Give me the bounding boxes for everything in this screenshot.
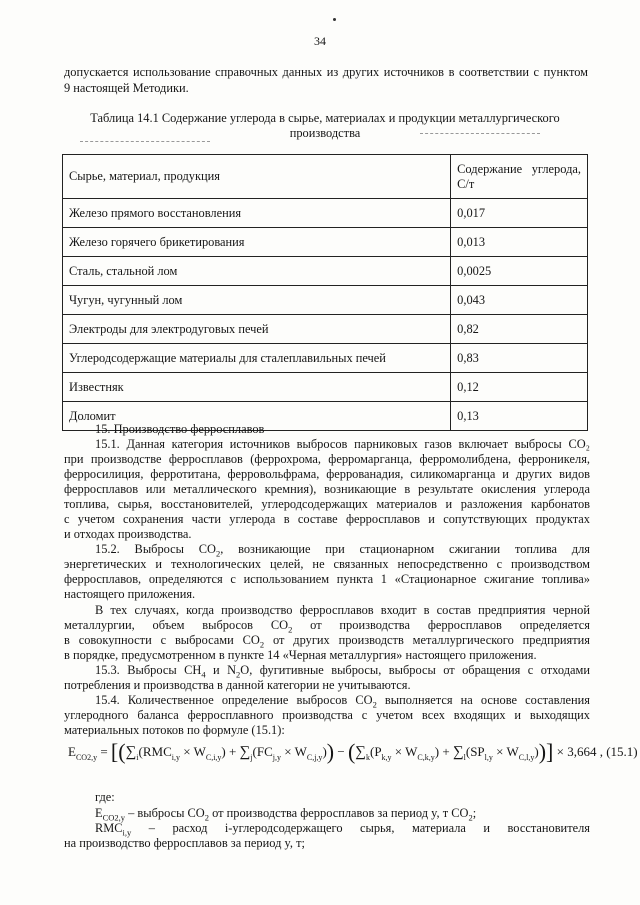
header-carbon-content [451, 155, 588, 199]
para-15-1-line3: ферросилиция, ферротитана, ферровольфрама, феррованадия, силикомарганца и других видов [64, 467, 590, 481]
table-caption-line2: производства [289, 126, 361, 140]
cell-material: Сталь, стальной лом [63, 257, 451, 286]
cell-material: Доломит [63, 402, 451, 431]
para-15-3-text: и [205, 663, 228, 677]
formula-factor: 3,664 [567, 744, 597, 759]
para-15-1-line5: топлива, сырья, восстановителей, углеродсодержащих материалов и разложения карбонатов [64, 497, 590, 511]
scan-mark [333, 18, 336, 21]
cell-carbon: 0,83 [451, 344, 588, 373]
para-15-3-line2: потребления и производства в данной категории не учитываются. [64, 678, 411, 692]
cell-carbon: 0,043 [451, 286, 588, 315]
cell-material: Электроды для электродуговых печей [63, 315, 451, 344]
where-label: где: [95, 790, 115, 804]
cell-material: Железо прямого восстановления [63, 199, 451, 228]
para-cases-line1: В тех случаях, когда производство ферросплавов входит в состав предприятия черной [95, 603, 590, 617]
definition-rmc-line1: $RMC_{i,y}$ – расход i-углеродсодержащего сырья, материала и восстановителя [95, 821, 590, 838]
cell-material: Железо горячего брикетирования [63, 228, 451, 257]
para-15-2-line4: настоящего приложения. [64, 587, 196, 601]
cell-carbon: 0,12 [451, 373, 588, 402]
table-caption-line1: Таблица 14.1 Содержание углерода в сырье, материалах и продукции металлургического [90, 111, 560, 125]
para-15-1-line7: и отходах производства. [64, 527, 192, 541]
para-cases-line4: в порядке, предусмотренном в пункте 14 «Черная металлургия» настоящего приложения. [64, 648, 537, 662]
para-15-4-text: выполняется на основе составления [376, 693, 590, 707]
para-15-1-line1: 15.1. Данная категория источников выбросов парниковых газов включает выбросы CO₂ [95, 437, 590, 451]
definition-text: от производства ферросплавов за период y, т [208, 806, 452, 820]
definition-rmc-line2: на производство ферросплавов за период y, т; [64, 836, 305, 850]
cell-material: Чугун, чугунный лом [63, 286, 451, 315]
scan-dash-line [420, 133, 540, 134]
table-row [63, 315, 588, 344]
para-15-3-line1: 15.3. Выбросы $CH_4$ и $N_2O$, фугитивные выбросы, выбросы от обращения с отходами [95, 663, 590, 680]
para-cases-line3: в совокупности с выбросами $CO_2$ от других производств металлургического предприятия [64, 633, 590, 650]
cell-carbon: 0,13 [451, 402, 588, 431]
para-15-3-text: , фугитивные выбросы, выбросы от обращения с отходами [249, 663, 590, 677]
formula-15-1: $E_{CO2,y} = [(\sum_i(RMC_{i,y} \times W_{C,i,y}) + \sum_j(FC_{j,y} \times W_{C,j,y})) - (\sum_k(P_{k,y} \times W_{C,k,y}) + \sum_l(SP_{l,y} \times W_{C,l,y}))] \times 3,664$ , (15.1) [68, 739, 638, 764]
para-cases-text: металлургии, объем выбросов [64, 618, 271, 632]
para-cases-text: в совокупности с выбросами [64, 633, 243, 647]
cell-carbon: 0,82 [451, 315, 588, 344]
cell-material: Известняк [63, 373, 451, 402]
table-row [63, 199, 588, 228]
para-15-1-line6: с учетом сохранения части углерода в составе ферросплавов и сопутствующих продуктах [64, 512, 590, 526]
table-row [63, 257, 588, 286]
para-15-4-line2: углеродного баланса ферросплавного производства с учетом всех входящих и выходящих [64, 708, 590, 722]
cell-carbon: 0,017 [451, 199, 588, 228]
header-carbon-line1: Содержание углерода, [457, 161, 581, 176]
cell-carbon: 0,013 [451, 228, 588, 257]
para-15-1-line4: ферросплавов или металлического кремния), возникающие в результате окисления углерода [64, 482, 590, 496]
table-row [63, 344, 588, 373]
para-cases-text: от производства ферросплавов определяется [292, 618, 590, 632]
definition-text: – расход i-углеродсодержащего сырья, материала и восстановителя [131, 821, 590, 835]
definition-eco2: $E_{CO2,y}$ – выбросы $CO_2$ от производства ферросплавов за период y, т $CO_2$; [95, 806, 477, 823]
formula-number: (15.1) [606, 744, 638, 759]
para-15-2-line1: 15.2. Выбросы $CO_2$, возникающие при стационарном сжигании топлива для [95, 542, 590, 559]
para-15-3-text: 15.3. Выбросы [95, 663, 185, 677]
page-number: 34 [314, 34, 326, 48]
para-15-4-line1: 15.4. Количественное определение выбросов $CO_2$ выполняется на основе составления [95, 693, 590, 710]
table-row [63, 228, 588, 257]
para-15-2-line3: ферросплавов, определяются с использованием пункта 1 «Стационарное сжигание топлива» [64, 572, 590, 586]
table-row [63, 373, 588, 402]
para-cases-text: от других производств металлургического предприятия [264, 633, 590, 647]
carbon-content-table [62, 154, 588, 431]
para-15-1-line2: при производстве ферросплавов (феррохрома, ферромарганца, ферромолибдена, ферроникеля, [64, 452, 590, 466]
header-carbon-line2: С/т [457, 176, 475, 191]
cell-material: Углеродсодержащие материалы для сталеплавильных печей [63, 344, 451, 373]
para-15-2-text: 15.2. Выбросы [95, 542, 199, 556]
para-15-2-line2: энергетических и технологических целей, не связанных непосредственно с производством [64, 557, 590, 571]
para-15-2-text: , возникающие при стационарном сжигании топлива для [220, 542, 590, 556]
paragraph-continuation-line2: 9 настоящей Методики. [64, 81, 189, 95]
section-heading: 15. Производство ферросплавов [95, 422, 265, 436]
formula-lhs: $E_{CO2,y}$ [68, 744, 98, 762]
scan-dash-line [80, 141, 210, 142]
para-cases-line2: металлургии, объем выбросов $CO_2$ от производства ферросплавов определяется [64, 618, 590, 635]
header-material: Сырье, материал, продукция [63, 155, 451, 199]
para-15-4-line3: материальных потоков по формуле (15.1): [64, 723, 285, 737]
table-header-row [63, 155, 588, 199]
para-15-4-text: 15.4. Количественное определение выбросов [95, 693, 356, 707]
definition-text: – выбросы [125, 806, 188, 820]
paragraph-continuation-line1: допускается использование справочных данных из других источников в соответствии с пунктом [64, 65, 588, 79]
cell-carbon: 0,0025 [451, 257, 588, 286]
table-row [63, 286, 588, 315]
